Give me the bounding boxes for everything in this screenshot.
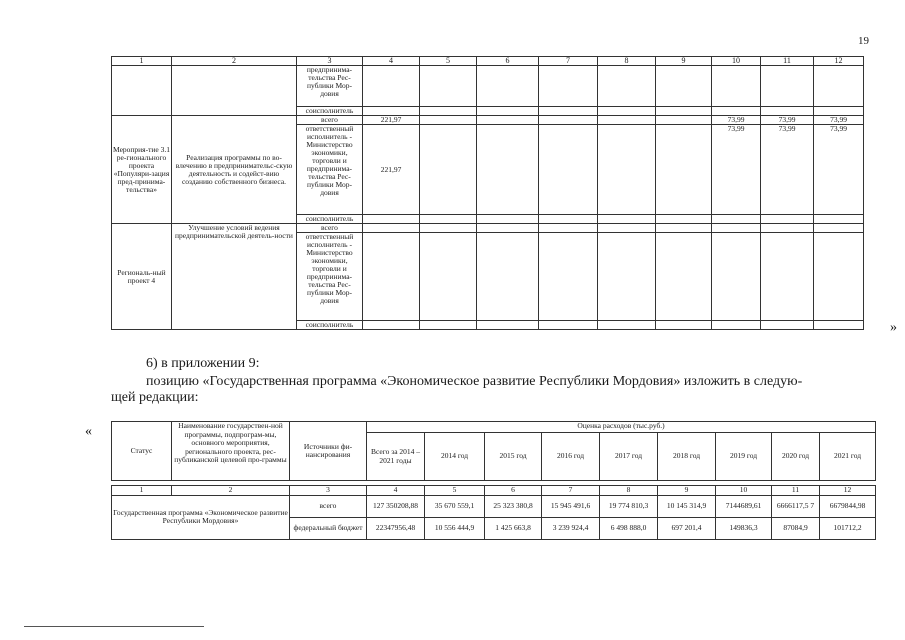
closing-quote: » <box>890 320 897 335</box>
col-number: 4 <box>367 486 425 496</box>
value-cell: 6 498 888,0 <box>600 517 658 539</box>
col-number: 3 <box>297 57 363 66</box>
source-cell: федеральный бюджет <box>290 517 367 539</box>
header-year: 2018 год <box>658 433 716 481</box>
value-cell: 221,97 <box>363 125 420 215</box>
header-year: 2020 год <box>772 433 820 481</box>
column-number-row <box>112 57 864 66</box>
col-number: 12 <box>814 57 864 66</box>
col-number: 1 <box>112 486 172 496</box>
value-cell: 3 239 924,4 <box>542 517 600 539</box>
source-cell: всего <box>297 224 363 233</box>
table-row <box>112 224 864 233</box>
co-executor-cell: соисполнитель <box>297 107 363 116</box>
value-cell: 10 145 314,9 <box>658 495 716 517</box>
value-cell: 127 350208,88 <box>367 495 425 517</box>
table-row <box>112 66 864 107</box>
source-cell: всего <box>290 495 367 517</box>
executor-cell: ответственный исполнитель - Министерство экономики, торговли и предпринима-тельства Рес-публики Мор-довия <box>297 125 363 215</box>
source-cell: всего <box>297 116 363 125</box>
co-executor-cell: соисполнитель <box>297 215 363 224</box>
col-number: 2 <box>172 57 297 66</box>
col-number: 1 <box>112 57 172 66</box>
header-year: 2014 год <box>425 433 485 481</box>
col-number: 10 <box>716 486 772 496</box>
col-number: 7 <box>542 486 600 496</box>
value-cell: 73,99 <box>814 125 864 215</box>
executor-cell: ответственный исполнитель - Министерство экономики, торговли и предпринима-тельства Рес-публики Мор-довия <box>297 233 363 321</box>
col-number: 5 <box>425 486 485 496</box>
header-source: Источники фи-нансирования <box>290 422 367 481</box>
table-header-row <box>112 422 876 433</box>
header-year: 2016 год <box>542 433 600 481</box>
value-cell: 22347956,48 <box>367 517 425 539</box>
expense-table-continued <box>111 56 864 330</box>
amendment-text-line2: щей редакции: <box>111 390 199 405</box>
header-year: 2021 год <box>820 433 876 481</box>
header-year: Всего за 2014 – 2021 годы <box>367 433 425 481</box>
regional-project-description: Улучшение условий ведения предпринимательской деятель-ности <box>172 224 297 330</box>
header-estimate: Оценка расходов (тыс.руб.) <box>367 422 876 433</box>
col-number: 2 <box>172 486 290 496</box>
header-year: 2015 год <box>485 433 542 481</box>
col-number: 5 <box>420 57 477 66</box>
executor-cell: предпринима-тельства Рес-публики Мор-довия <box>297 66 363 107</box>
table-row <box>112 495 876 517</box>
col-number: 6 <box>485 486 542 496</box>
col-number: 10 <box>712 57 761 66</box>
measure-title: Мероприя-тие 3.1 ре-гионального проекта «Популяри-зация пред-принима-тельства» <box>112 116 172 224</box>
col-number: 12 <box>820 486 876 496</box>
value-cell: 25 323 380,8 <box>485 495 542 517</box>
value-cell: 15 945 491,6 <box>542 495 600 517</box>
col-number: 6 <box>477 57 539 66</box>
value-cell: 101712,2 <box>820 517 876 539</box>
value-cell: 697 201,4 <box>658 517 716 539</box>
col-number: 11 <box>772 486 820 496</box>
col-number: 11 <box>761 57 814 66</box>
header-status: Статус <box>112 422 172 481</box>
table-row <box>112 116 864 125</box>
column-number-row <box>112 486 876 496</box>
scan-edge-line <box>24 626 204 627</box>
value-cell: 221,97 <box>363 116 420 125</box>
value-cell: 149836,3 <box>716 517 772 539</box>
col-number: 8 <box>598 57 656 66</box>
opening-quote: « <box>85 424 92 439</box>
col-number: 9 <box>658 486 716 496</box>
value-cell: 35 670 559,1 <box>425 495 485 517</box>
program-name: Государственная программа «Экономическое развитие Республики Мордовия» <box>112 495 290 539</box>
value-cell: 73,99 <box>761 125 814 215</box>
header-name: Наименование государствен-ной программы, подпрограм-мы, основного мероприятия, регионального проекта, рес-публиканской целевой про-граммы <box>172 422 290 481</box>
value-cell: 10 556 444,9 <box>425 517 485 539</box>
value-cell: 19 774 810,3 <box>600 495 658 517</box>
value-cell: 73,99 <box>761 116 814 125</box>
header-year: 2019 год <box>716 433 772 481</box>
amendment-text-line1: позицию «Государственная программа «Экономическое развитие Республики Мордовия» изложить в следую- <box>146 374 803 389</box>
value-cell: 73,99 <box>814 116 864 125</box>
col-number: 4 <box>363 57 420 66</box>
value-cell: 6679844,98 <box>820 495 876 517</box>
col-number: 8 <box>600 486 658 496</box>
value-cell: 87084,9 <box>772 517 820 539</box>
measure-description: Реализация программы по во-влечению в предпринимательс-скую деятельность и содейст-вию созданию собственного бизнеса. <box>172 116 297 224</box>
value-cell: 7144689,61 <box>716 495 772 517</box>
regional-project-title: Региональ-ный проект 4 <box>112 224 172 330</box>
header-year: 2017 год <box>600 433 658 481</box>
amendment-item: 6) в приложении 9: <box>146 356 260 371</box>
col-number: 3 <box>290 486 367 496</box>
value-cell: 6666117,5 7 <box>772 495 820 517</box>
program-expense-table <box>111 421 876 540</box>
co-executor-cell: соисполнитель <box>297 321 363 330</box>
value-cell: 73,99 <box>712 125 761 215</box>
page-number: 19 <box>858 35 869 47</box>
col-number: 9 <box>656 57 712 66</box>
value-cell: 73,99 <box>712 116 761 125</box>
value-cell: 1 425 663,8 <box>485 517 542 539</box>
col-number: 7 <box>539 57 598 66</box>
